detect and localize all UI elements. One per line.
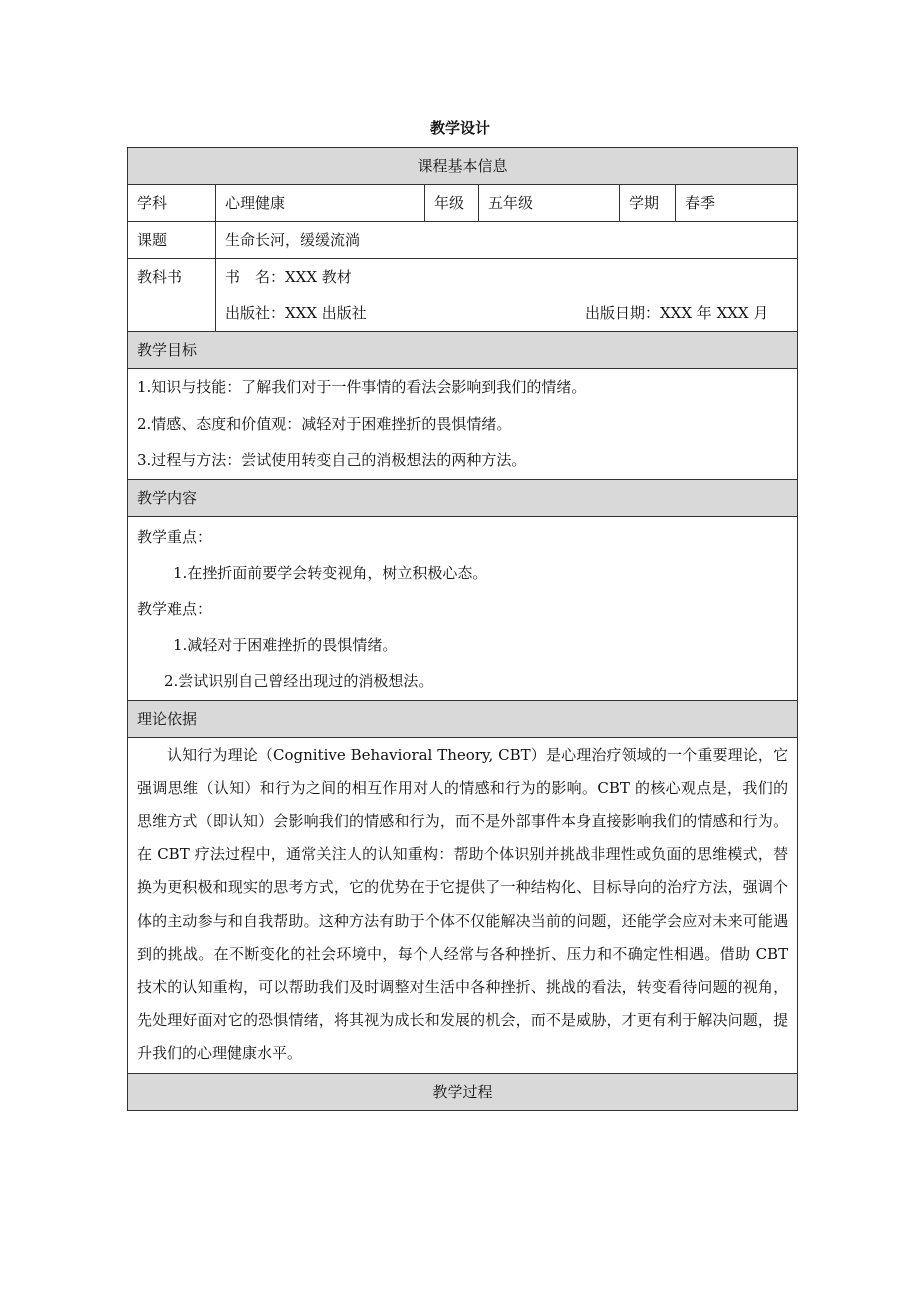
difficulty-item: 2.尝试识别自己曾经出现过的消极想法。 <box>164 671 434 690</box>
publication-date: 出版日期：XXX 年 XXX 月 <box>585 304 769 322</box>
difficulties-label: 教学难点： <box>137 599 213 618</box>
topic-label: 课题 <box>128 222 216 259</box>
term-label: 学期 <box>620 185 676 222</box>
difficulty-item: 1.减轻对于困难挫折的畏惧情绪。 <box>173 635 398 654</box>
key-points-label: 教学重点： <box>137 527 213 546</box>
objectives-list <box>128 369 798 480</box>
textbook-label-cell <box>128 259 216 332</box>
subject-value: 心理健康 <box>216 185 425 222</box>
process-header: 教学过程 <box>128 1073 798 1110</box>
term-value: 春季 <box>676 185 798 222</box>
publisher: 出版社：XXX 出版社 <box>225 304 367 322</box>
objective-item: 2.情感、态度和价值观：减轻对于困难挫折的畏惧情绪。 <box>137 414 512 433</box>
theory-header: 理论依据 <box>128 700 798 737</box>
theory-cell <box>128 737 798 1073</box>
content-header: 教学内容 <box>128 479 798 516</box>
basic-info-header: 课程基本信息 <box>128 148 798 185</box>
topic-value: 生命长河，缓缓流淌 <box>216 222 798 259</box>
content-body <box>128 516 798 700</box>
publisher-row <box>225 295 788 331</box>
subject-label: 学科 <box>128 185 216 222</box>
theory-text: 认知行为理论（Cognitive Behavioral Theory, CBT）是心理治疗领域的一个重要理论，它强调思维（认知）和行为之间的相互作用对人的情感和行为的影响。CBT 的核心观点是，我们的思维方式（即认知）会影响我们的情感和行为，而不是外部事件本身直接影响我们的情感和行为。在 CBT 疗法过程中，通常关注人的认知重构：帮助个体识别并挑战非理性或负面的思维模式，替换为更积极和现实的思考方式，它的优势在于它提供了一种结构化、目标导向的治疗方法，强调个体的主动参与和自我帮助。这种方法有助于个体不仅能解决当前的问题，还能学会应对未来可能遇到的挑战。在不断变化的社会环境中，每个人经常与各种挫折、压力和不确定性相遇。借助 CBT 技术的认知重构，可以帮助我们及时调整对生活中各种挫折、挑战的看法，转变看待问题的视角，先处理好面对它的恐惧情绪，将其视为成长和发展的机会，而不是威胁，才更有利于解决问题，提升我们的心理健康水平。 <box>137 745 789 1063</box>
document-title: 教学设计 <box>429 119 490 137</box>
textbook-info <box>216 259 798 332</box>
objective-item: 1.知识与技能：了解我们对于一件事情的看法会影响到我们的情绪。 <box>137 378 587 396</box>
grade-value: 五年级 <box>479 185 620 222</box>
objective-item: 3.过程与方法：尝试使用转变自己的消极想法的两种方法。 <box>137 451 527 469</box>
key-point-item: 1.在挫折面前要学会转变视角，树立积极心态。 <box>173 563 488 582</box>
objectives-header: 教学目标 <box>128 332 798 369</box>
grade-label: 年级 <box>425 185 479 222</box>
lesson-plan-table <box>127 147 798 1111</box>
book-name: 书 名：XXX 教材 <box>225 268 352 286</box>
textbook-label: 教科书 <box>137 268 183 286</box>
